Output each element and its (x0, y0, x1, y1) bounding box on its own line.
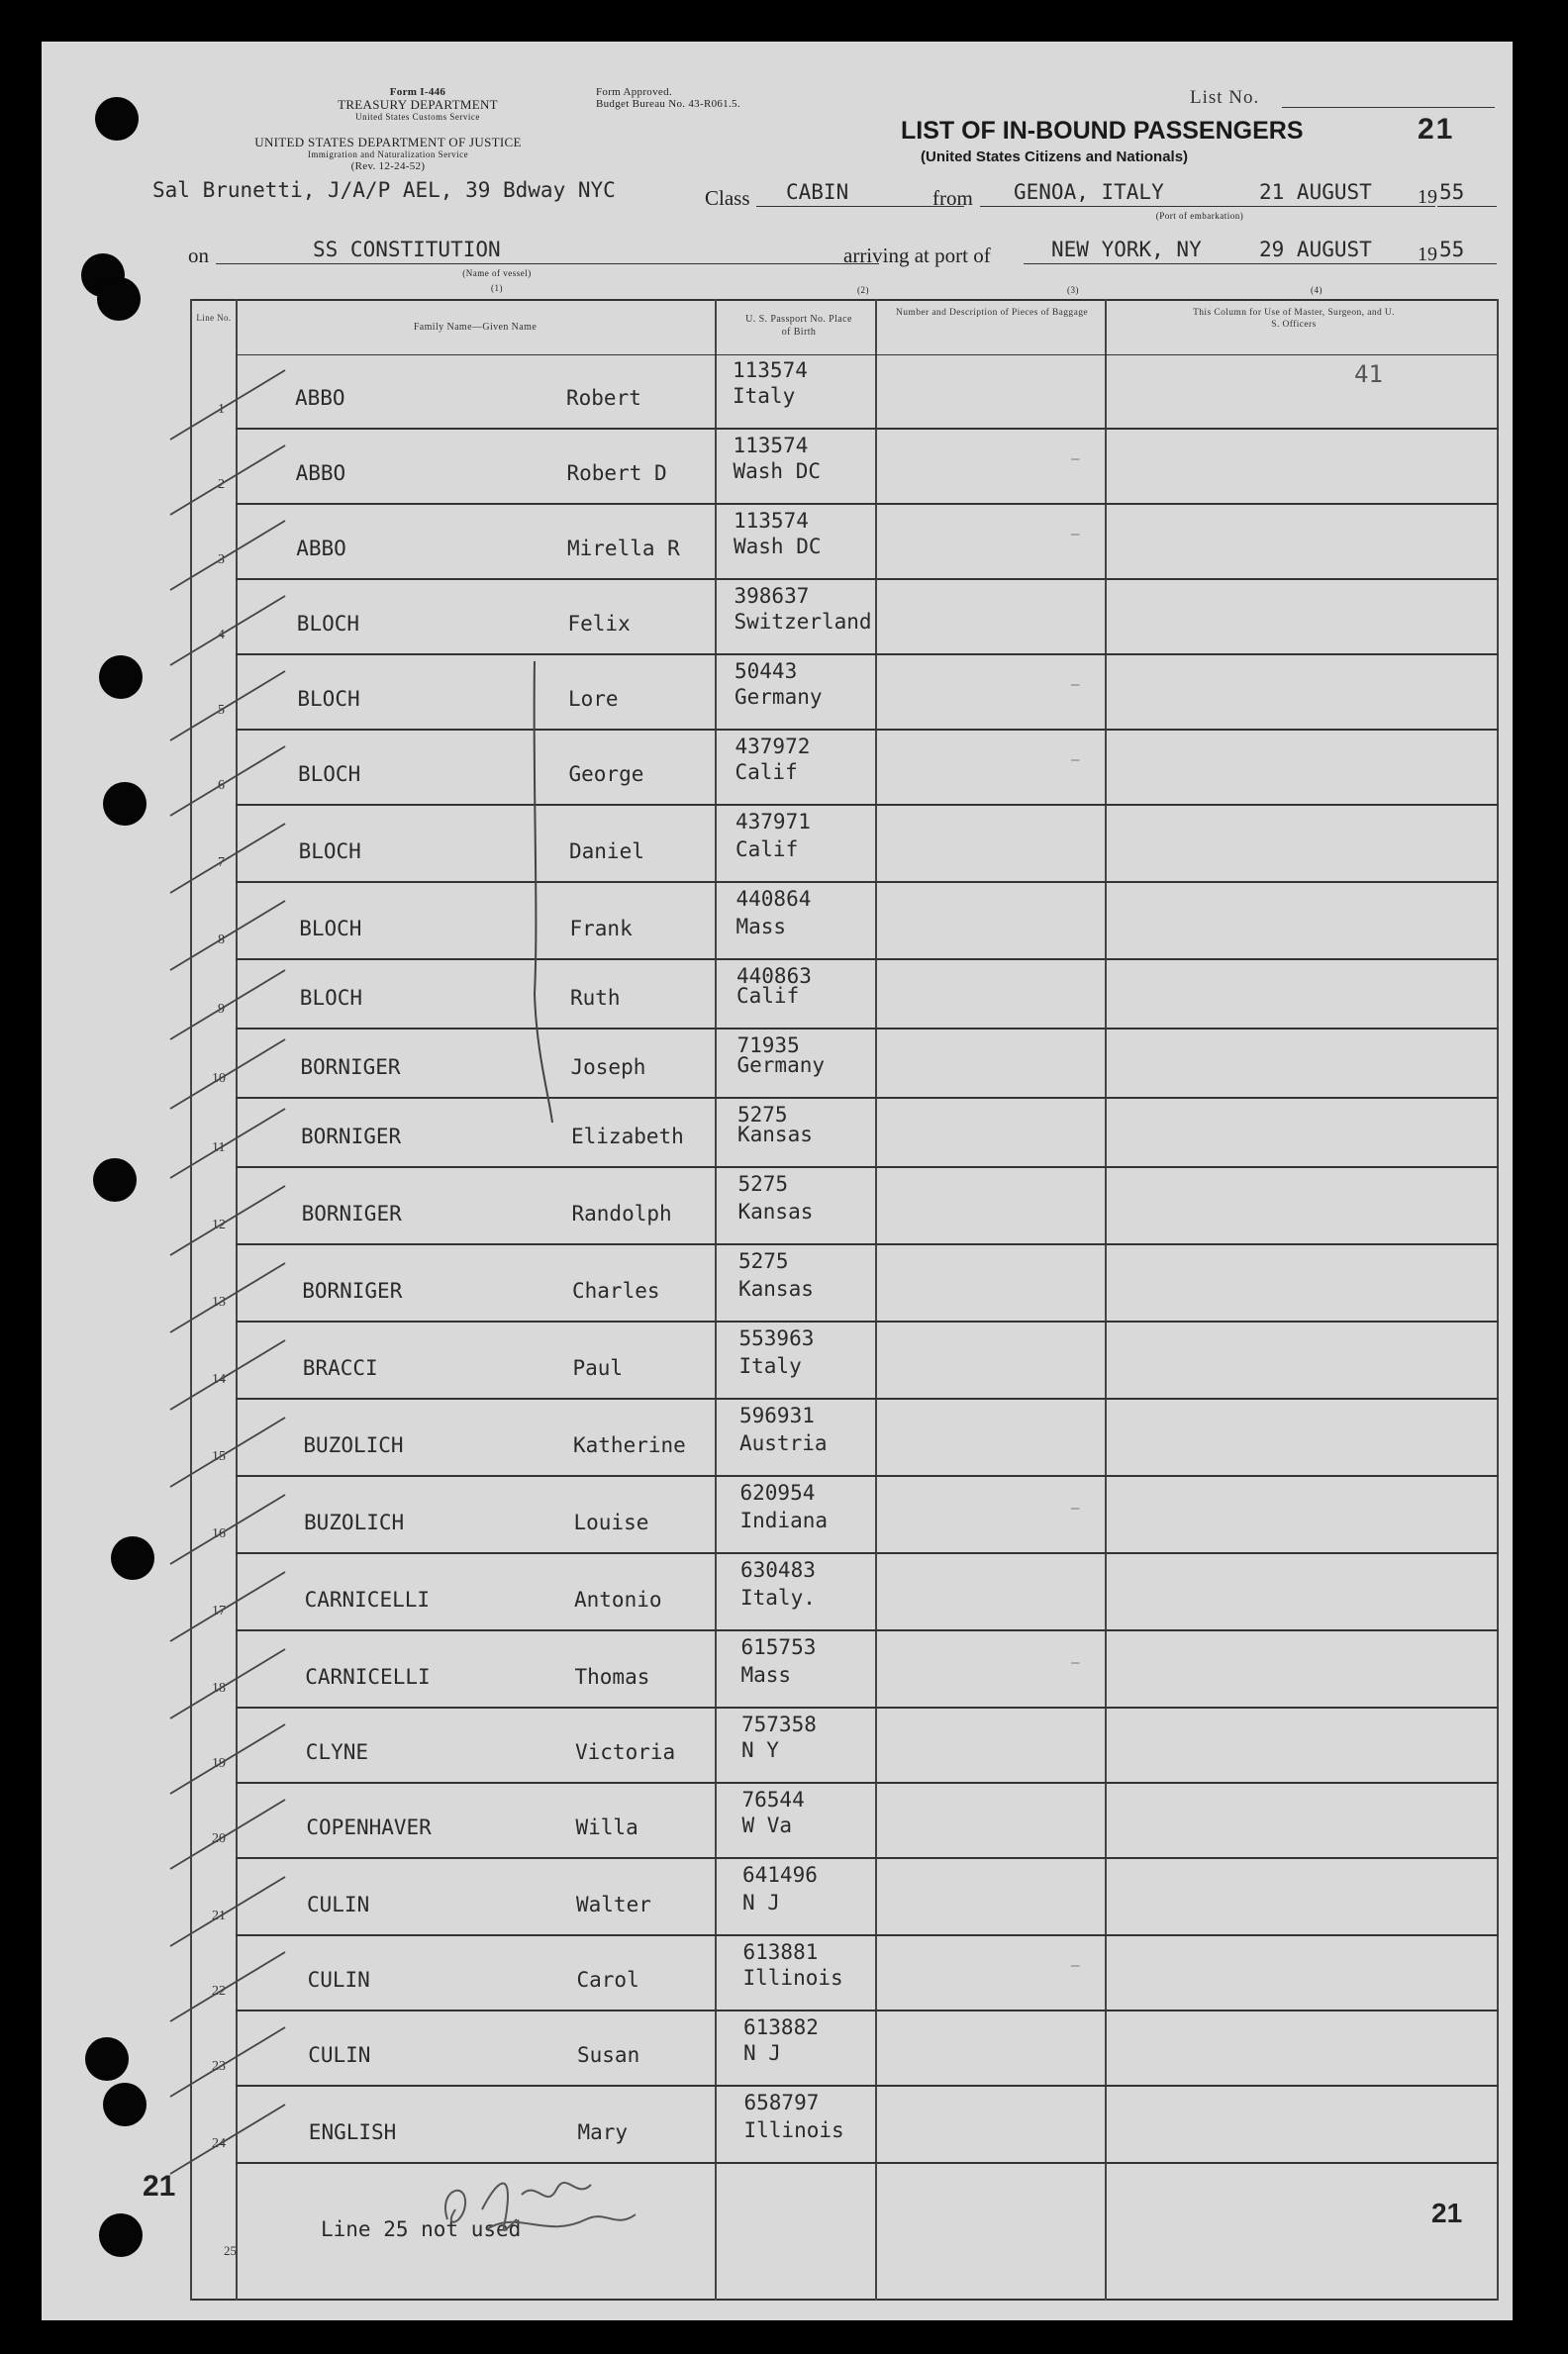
passport-number: 5275 (738, 1249, 789, 1273)
table-row (190, 1168, 1499, 1245)
table-row (190, 1245, 1499, 1323)
place-of-birth: Illinois (742, 1966, 843, 1990)
line-number: 17 (212, 1604, 226, 1618)
place-of-birth: Illinois (743, 2118, 844, 2142)
line-number: 22 (212, 1984, 226, 1999)
vessel-name[interactable]: SS CONSTITUTION (313, 238, 501, 261)
given-name: George (568, 762, 644, 786)
family-bracket (529, 657, 568, 1132)
place-of-birth: Kansas (737, 1123, 813, 1146)
line-number: 15 (212, 1449, 226, 1464)
passport-number: 620954 (739, 1481, 816, 1505)
family-name: CULIN (307, 1893, 370, 1916)
signature (428, 2150, 744, 2249)
document-page (42, 42, 1513, 2320)
given-name: Willa (575, 1815, 638, 1839)
line-number: 18 (212, 1681, 226, 1696)
table-row (190, 1784, 1499, 1859)
binder-hole (111, 1536, 154, 1580)
place-of-birth: Austria (739, 1431, 828, 1455)
arrival-date[interactable]: 29 AUGUST (1259, 238, 1372, 261)
line-number: 2 (218, 477, 225, 492)
line-number: 11 (212, 1140, 226, 1155)
table-row (190, 1400, 1499, 1477)
passport-number: 5275 (737, 1103, 788, 1127)
list-no-label: List No. (1190, 87, 1260, 108)
line-25-note: Line 25 not used (321, 2217, 522, 2241)
family-name: BORNIGER (302, 1279, 403, 1303)
line-number: 7 (218, 855, 225, 870)
customs-service: United States Customs Service (355, 112, 480, 122)
family-name: BLOCH (298, 762, 361, 786)
line-number: 23 (212, 2059, 226, 2074)
passport-number: 613882 (743, 2015, 819, 2039)
footer-left-number: 21 (143, 2170, 176, 2203)
line-number: 21 (212, 1909, 226, 1923)
family-name: BUZOLICH (304, 1511, 405, 1534)
passport-number: 113574 (734, 509, 809, 533)
form-approved: Form Approved. (596, 86, 672, 98)
agent-line: Sal Brunetti, J/A/P AEL, 39 Bdway NYC (152, 178, 616, 202)
line-number: 4 (218, 628, 225, 642)
passport-number: 398637 (734, 584, 810, 608)
family-name: ABBO (296, 537, 346, 560)
table-row (190, 1323, 1499, 1400)
table-row (190, 1709, 1499, 1784)
given-name: Daniel (569, 839, 644, 863)
passport-number: 5275 (737, 1172, 789, 1196)
place-of-birth: N J (742, 1891, 780, 1914)
family-name: BRACCI (302, 1356, 378, 1380)
baggage-count: – (1071, 1655, 1080, 1671)
passport-number: 757358 (741, 1713, 817, 1736)
family-name: CULIN (308, 2043, 371, 2067)
family-name: ABBO (295, 461, 346, 485)
header-line-no: Line No. (196, 313, 232, 323)
table-row (190, 1859, 1499, 1936)
given-name: Robert (566, 386, 641, 410)
header-name: Family Name—Given Name (413, 322, 538, 333)
justice-dept: UNITED STATES DEPARTMENT OF JUSTICE (254, 135, 522, 149)
family-name: BUZOLICH (303, 1433, 404, 1457)
passport-number: 553963 (738, 1326, 815, 1350)
header-baggage: Number and Description of Pieces of Baggage (896, 308, 1088, 318)
place-of-birth: Calif (735, 837, 799, 861)
place-of-birth: Germany (735, 685, 823, 709)
table-row (190, 1099, 1499, 1168)
passport-number: 50443 (735, 659, 798, 683)
place-of-birth: N J (743, 2041, 781, 2065)
table-row (190, 1554, 1499, 1631)
table-row (190, 655, 1499, 731)
passport-number: 71935 (736, 1033, 800, 1057)
family-name: COPENHAVER (306, 1815, 432, 1839)
place-of-birth: Italy (738, 1354, 802, 1378)
form-number: Form I-446 (389, 86, 446, 98)
given-name: Lore (568, 687, 619, 711)
baggage-count: – (1071, 451, 1080, 467)
column-number-1: (1) (491, 283, 503, 293)
officer-note: 41 (1354, 360, 1383, 388)
table-row (190, 960, 1499, 1030)
baggage-count: – (1071, 677, 1080, 693)
treasury-dept: TREASURY DEPARTMENT (338, 97, 498, 112)
given-name: Randolph (571, 1202, 672, 1226)
line-number: 20 (212, 1831, 226, 1846)
header-passport: U. S. Passport No. Place of Birth (745, 314, 852, 338)
class-value[interactable]: CABIN (786, 180, 849, 204)
binder-hole (103, 2083, 147, 2126)
family-name: BLOCH (298, 839, 361, 863)
given-name: Joseph (570, 1055, 646, 1079)
table-row (190, 430, 1499, 505)
binder-hole (99, 2213, 143, 2257)
given-name: Felix (567, 612, 631, 636)
given-name: Paul (572, 1356, 624, 1380)
given-name: Antonio (574, 1588, 662, 1612)
depart-year[interactable]: 55 (1439, 180, 1465, 204)
given-name: Louise (573, 1511, 649, 1534)
line-number: 16 (212, 1526, 226, 1541)
binder-hole (97, 277, 141, 321)
place-of-birth: Germany (736, 1053, 826, 1077)
table-row (190, 580, 1499, 655)
budget-bureau: Budget Bureau No. 43-R061.5. (596, 98, 740, 110)
place-of-birth: Switzerland (734, 610, 872, 634)
table-row (190, 1030, 1499, 1099)
line-number: 9 (218, 1002, 225, 1017)
from-label: from (932, 186, 973, 210)
given-name: Charles (572, 1279, 660, 1303)
passport-number: 658797 (743, 2091, 820, 2114)
place-of-birth: Italy (733, 384, 796, 408)
given-name: Robert D (566, 461, 667, 485)
place-of-birth: Indiana (739, 1509, 829, 1532)
given-name: Frank (569, 917, 633, 940)
passport-number: 613881 (742, 1940, 819, 1964)
place-of-birth: Calif (735, 760, 798, 784)
family-name: ABBO (295, 386, 345, 410)
place-of-birth: Kansas (737, 1200, 814, 1224)
line-number: 14 (212, 1372, 226, 1387)
line-number: 12 (212, 1218, 226, 1232)
depart-date[interactable]: 21 AUGUST (1259, 180, 1372, 204)
family-name: BLOCH (296, 612, 360, 636)
line-number: 25 (224, 2243, 237, 2258)
place-of-birth: Mass (740, 1663, 792, 1687)
family-name: BLOCH (299, 986, 363, 1010)
table-row (190, 731, 1499, 806)
check-mark (166, 2095, 315, 2184)
table-row (190, 2087, 1499, 2164)
footer-right-number: 21 (1431, 2198, 1463, 2228)
passport-number: 615753 (740, 1635, 817, 1659)
line-number: 19 (212, 1756, 226, 1771)
family-name: BLOCH (299, 917, 362, 940)
passport-number: 641496 (742, 1863, 818, 1887)
passport-number: 113574 (733, 434, 809, 457)
passport-number: 437972 (735, 735, 811, 758)
column-number-4: (4) (1311, 285, 1323, 295)
form-revision: (Rev. 12-24-52) (350, 160, 426, 172)
list-number: 21 (1418, 113, 1455, 146)
line-number: 8 (218, 932, 225, 947)
family-name: BORNIGER (301, 1202, 402, 1226)
given-name: Susan (577, 2043, 640, 2067)
passport-number: 630483 (740, 1558, 816, 1582)
embark-port[interactable]: GENOA, ITALY (1014, 180, 1164, 204)
binder-hole (95, 97, 139, 141)
place-of-birth: Wash DC (733, 459, 822, 483)
given-name: Carol (576, 1968, 639, 1992)
family-name: ENGLISH (308, 2120, 397, 2144)
passport-number: 440863 (736, 964, 812, 988)
table-row (190, 806, 1499, 883)
table-row (190, 1936, 1499, 2011)
arrival-year[interactable]: 55 (1439, 238, 1465, 261)
passport-number: 440864 (735, 887, 812, 911)
table-row (190, 883, 1499, 960)
place-of-birth: Italy. (740, 1586, 816, 1610)
line-number: 3 (218, 552, 225, 567)
arrival-year-prefix: 19 (1418, 244, 1437, 265)
table-row (190, 1477, 1499, 1554)
baggage-count: – (1071, 527, 1080, 542)
place-of-birth: Kansas (738, 1277, 814, 1301)
binder-hole (93, 1158, 137, 1202)
line-number: 1 (218, 402, 225, 417)
passport-number: 76544 (741, 1788, 805, 1812)
place-of-birth: Mass (735, 915, 787, 938)
line-number: 13 (212, 1295, 226, 1310)
family-name: BORNIGER (301, 1125, 402, 1148)
given-name: Mirella R (567, 537, 680, 560)
line-number: 6 (218, 778, 225, 793)
passport-number: 113574 (733, 358, 808, 382)
header-officers: This Column for Use of Master, Surgeon, and U. S. Officers (1193, 308, 1395, 330)
page-subtitle: (United States Citizens and Nationals) (921, 148, 1189, 165)
family-name: BLOCH (297, 687, 360, 711)
binder-hole (85, 2037, 129, 2081)
class-label: Class (705, 186, 750, 210)
given-name: Walter (576, 1893, 651, 1916)
table-row (190, 354, 1499, 430)
column-number-3: (3) (1067, 285, 1079, 295)
baggage-count: – (1071, 752, 1080, 768)
line-number: 24 (212, 2136, 226, 2151)
column-number-2: (2) (857, 285, 869, 295)
family-name: CARNICELLI (304, 1588, 431, 1612)
depart-year-prefix: 19 (1418, 186, 1437, 208)
baggage-count: – (1071, 1501, 1080, 1517)
binder-hole (103, 782, 147, 826)
ins-service: Immigration and Naturalization Service (307, 149, 469, 159)
place-of-birth: Calif (736, 984, 800, 1008)
place-of-birth: Wash DC (734, 535, 822, 558)
given-name: Elizabeth (571, 1125, 684, 1148)
given-name: Victoria (575, 1740, 676, 1764)
port-embark-label: (Port of embarkation) (1155, 211, 1244, 221)
line-number: 5 (218, 703, 225, 718)
table-row (190, 2011, 1499, 2087)
table-row (190, 1631, 1499, 1709)
given-name: Ruth (570, 986, 621, 1010)
family-name: CARNICELLI (305, 1665, 431, 1689)
family-name: CLYNE (305, 1740, 369, 1764)
page-title: LIST OF IN-BOUND PASSENGERS (901, 117, 1304, 145)
place-of-birth: N Y (741, 1738, 779, 1762)
given-name: Katherine (573, 1433, 686, 1457)
arrival-port[interactable]: NEW YORK, NY (1051, 238, 1202, 261)
given-name: Thomas (574, 1665, 650, 1689)
line-number: 10 (212, 1071, 226, 1086)
place-of-birth: W Va (741, 1814, 793, 1837)
binder-hole (99, 655, 143, 699)
arriving-label: arriving at port of (843, 244, 991, 267)
on-label: on (188, 244, 209, 267)
baggage-count: – (1071, 1958, 1080, 1974)
family-name: BORNIGER (300, 1055, 401, 1079)
passenger-table (190, 299, 1499, 2301)
given-name: Mary (577, 2120, 629, 2144)
passport-number: 596931 (739, 1404, 815, 1427)
family-name: CULIN (307, 1968, 370, 1992)
vessel-label: (Name of vessel) (462, 268, 532, 278)
table-row (190, 505, 1499, 580)
passport-number: 437971 (735, 810, 811, 834)
